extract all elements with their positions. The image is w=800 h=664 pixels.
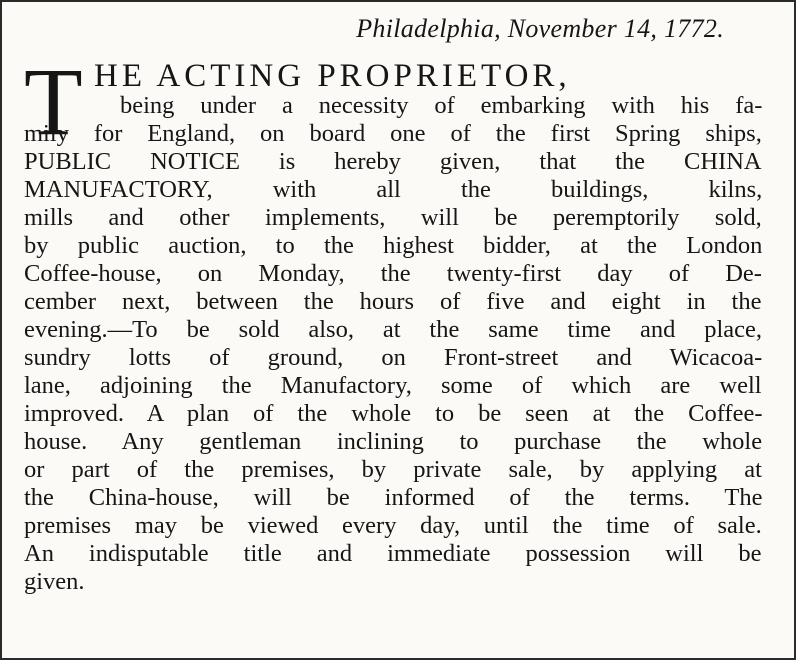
body-line: sundry lotts of ground, on Front-street and Wicacoa- bbox=[24, 344, 763, 371]
body-line: cember next, between the hours of five and eight in the bbox=[24, 288, 762, 315]
body-line: the China-house, will be informed of the terms. The bbox=[24, 484, 763, 511]
dateline: Philadelphia, November 14, 1772. bbox=[356, 14, 724, 43]
body-line: being under a necessity of embarking with his fa- bbox=[120, 92, 763, 119]
body-line: or part of the premises, by private sale, by applying at bbox=[24, 456, 762, 483]
body-line: by public auction, to the highest bidder, at the London bbox=[24, 232, 763, 259]
body-line: mily for England, on board one of the first Spring ships, bbox=[24, 120, 762, 147]
body-line: evening.—To be sold also, at the same time and place, bbox=[24, 316, 763, 343]
body-line: house. Any gentleman inclining to purchase the whole bbox=[24, 428, 763, 455]
body-line: premises may be viewed every day, until the time of sale. bbox=[24, 512, 762, 539]
body-line: given. bbox=[24, 568, 85, 595]
drop-cap: T bbox=[24, 48, 83, 155]
body-line: lane, adjoining the Manufactory, some of which are well bbox=[24, 372, 762, 399]
body-line: MANUFACTORY, with all the buildings, kilns, bbox=[24, 176, 763, 203]
body-line: An indisputable title and immediate possession will be bbox=[24, 540, 762, 567]
notice-heading: HE ACTING PROPRIETOR, bbox=[94, 58, 571, 94]
body-line: improved. A plan of the whole to be seen at the Coffee- bbox=[24, 400, 763, 427]
body-line: mills and other implements, will be peremptorily sold, bbox=[24, 204, 762, 231]
body-line: PUBLIC NOTICE is hereby given, that the CHINA bbox=[24, 148, 762, 175]
body-line: Coffee-house, on Monday, the twenty-first day of De- bbox=[24, 260, 762, 287]
